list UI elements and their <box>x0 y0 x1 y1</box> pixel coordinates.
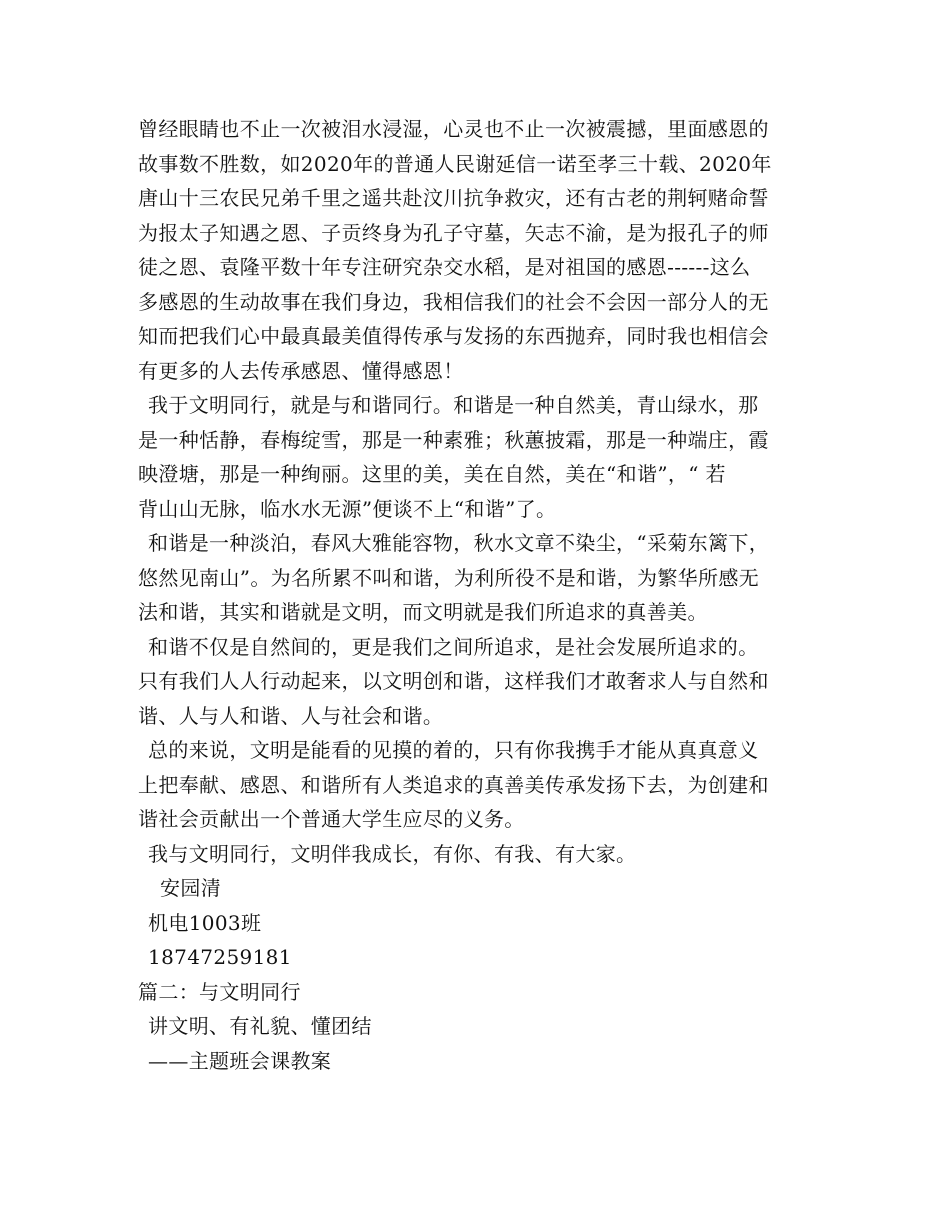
text-line: 背山山无脉，临水水无源”便谈不上“和谐”了。 <box>138 496 557 521</box>
text-line: 法和谐，其实和谐就是文明，而文明就是我们所追求的真善美。 <box>138 600 708 624</box>
text-line: 悠然见南山”。为名所累不叫和谐，为利所役不是和谐，为繁华所感无 <box>138 565 760 590</box>
text-line: 总的来说，文明是能看的见摸的着的，只有你我携手才能从真真意义 <box>148 738 759 762</box>
text-line: 有更多的人去传承感恩、懂得感恩！ <box>138 358 464 383</box>
text-line: 我于文明同行，就是与和谐同行。和谐是一种自然美，青山绿水，那 <box>148 393 759 417</box>
text-line: 多感恩的生动故事在我们身边，我相信我们的社会不会因一部分人的无 <box>138 289 769 314</box>
text-line: 映澄塘，那是一种绚丽。这里的美，美在自然，美在“和谐”，“ 若 <box>138 462 726 486</box>
author-class: 机电1003班 <box>148 910 262 935</box>
text-line: 是一种恬静，春梅绽雪，那是一种素雅；秋蕙披霜，那是一种端庄，霞 <box>138 427 769 452</box>
text-line: 谐、人与人和谐、人与社会和谐。 <box>138 703 444 728</box>
text-line: 曾经眼睛也不止一次被泪水浸湿，心灵也不止一次被震撼，里面感恩的 <box>138 117 769 141</box>
section-subtitle: ——主题班会课教案 <box>148 1048 332 1073</box>
section-heading: 篇二：与文明同行 <box>138 979 301 1004</box>
text-line: 和谐是一种淡泊，春风大雅能容物，秋水文章不染尘，“采菊东篱下， <box>148 531 770 555</box>
text-line: 徒之恩、袁隆平数十年专注研究杂交水稻，是对祖国的感恩------这么 <box>138 255 751 279</box>
text-line: 我与文明同行，文明伴我成长，有你、有我、有大家。 <box>148 841 637 866</box>
text-line: 知而把我们心中最真最美值得传承与发扬的东西抛弃，同时我也相信会 <box>138 324 769 348</box>
text-line: 只有我们人人行动起来，以文明创和谐，这样我们才敢奢求人与自然和 <box>138 669 769 693</box>
author-phone: 18747259181 <box>148 945 292 969</box>
text-line: 谐社会贡献出一个普通大学生应尽的义务。 <box>138 807 525 831</box>
text-line: 和谐不仅是自然间的，更是我们之间所追求，是社会发展所追求的。 <box>148 634 759 659</box>
author-name: 安园清 <box>160 876 222 900</box>
text-line: 上把奉献、感恩、和谐所有人类追求的真善美传承发扬下去，为创建和 <box>138 772 769 797</box>
section-subtitle: 讲文明、有礼貌、懂团结 <box>148 1014 372 1038</box>
text-line: 为报太子知遇之恩、子贡终身为孔子守墓，矢志不渝，是为报孔子的师 <box>138 220 769 245</box>
text-line: 故事数不胜数，如2020年的普通人民谢延信一诺至孝三十载、2020年 <box>138 151 772 176</box>
text-line: 唐山十三农民兄弟千里之遥共赴汶川抗争救灾，还有古老的荆轲赌命誓 <box>138 186 769 210</box>
